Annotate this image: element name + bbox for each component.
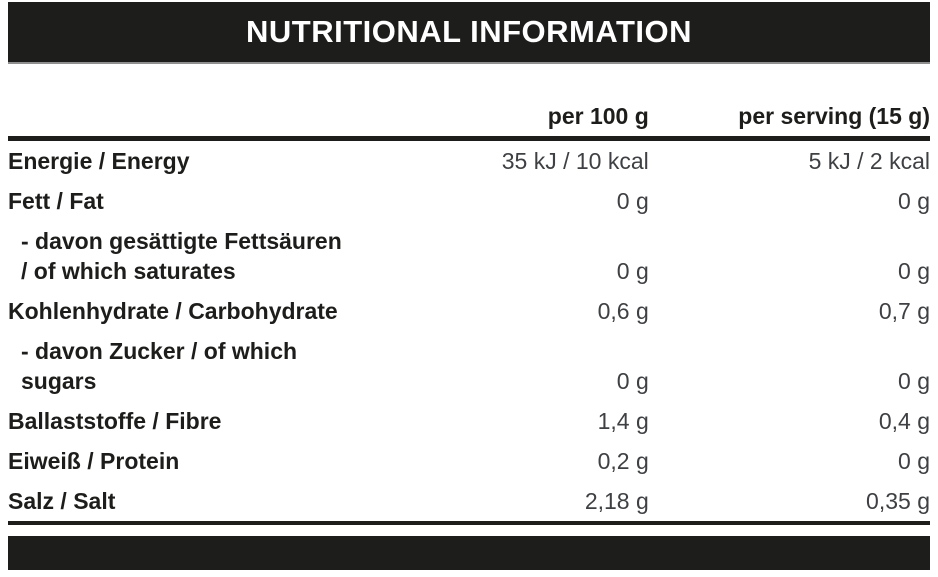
value-per-100g: 35 kJ / 10 kcal — [501, 148, 649, 174]
table-row-carbohydrate — [8, 291, 930, 331]
value-per-serving: 0 g — [898, 258, 930, 284]
value-per-serving: 0,4 g — [878, 408, 930, 434]
value-per-100g: 0,2 g — [597, 448, 649, 474]
value-per-100g: 2,18 g — [584, 488, 649, 514]
row-label: Ballaststoffe / Fibre — [8, 408, 222, 434]
nutrition-table — [8, 64, 930, 521]
row-label — [8, 221, 423, 291]
value-per-100g: 1,4 g — [597, 408, 649, 434]
table-row-salt — [8, 481, 930, 521]
row-label-line1: - davon gesättigte Fettsäuren — [21, 228, 342, 254]
row-label: Fett / Fat — [8, 188, 104, 214]
header-row — [8, 64, 930, 139]
row-label — [8, 331, 423, 401]
title-bar — [8, 2, 930, 64]
table-row-saturates — [8, 221, 930, 291]
table-row-fibre — [8, 401, 930, 441]
table-row-fat — [8, 181, 930, 221]
value-per-100g: 0 g — [616, 188, 649, 214]
row-label: Kohlenhydrate / Carbohydrate — [8, 298, 338, 324]
table-row-energy — [8, 139, 930, 182]
value-per-serving: 0 g — [898, 188, 930, 214]
page-title: NUTRITIONAL INFORMATION — [245, 14, 693, 49]
value-per-100g: 0 g — [616, 368, 649, 394]
value-per-serving: 0 g — [898, 368, 930, 394]
row-label-line2: sugars — [21, 368, 97, 394]
row-label-line1: - davon Zucker / of which — [21, 338, 298, 364]
row-label: Energie / Energy — [8, 148, 190, 174]
value-per-serving: 0,35 g — [866, 488, 930, 514]
footer-bar — [8, 536, 930, 570]
row-label: Eiweiß / Protein — [8, 448, 180, 474]
value-per-serving: 0,7 g — [878, 298, 930, 324]
value-per-serving: 0 g — [898, 448, 930, 474]
table-header — [8, 64, 930, 139]
table-row-protein — [8, 441, 930, 481]
value-per-100g: 0 g — [616, 258, 649, 284]
row-label: Salz / Salt — [8, 488, 116, 514]
table-row-sugars — [8, 331, 930, 401]
header-per-serving: per serving (15 g) — [649, 64, 930, 139]
value-per-serving: 5 kJ / 2 kcal — [808, 148, 930, 174]
bottom-rule — [8, 521, 930, 525]
header-per-100g: per 100 g — [423, 64, 649, 139]
header-empty-cell — [8, 64, 423, 139]
value-per-100g: 0,6 g — [597, 298, 649, 324]
table-body — [8, 139, 930, 522]
row-label-line2: / of which saturates — [21, 258, 236, 284]
